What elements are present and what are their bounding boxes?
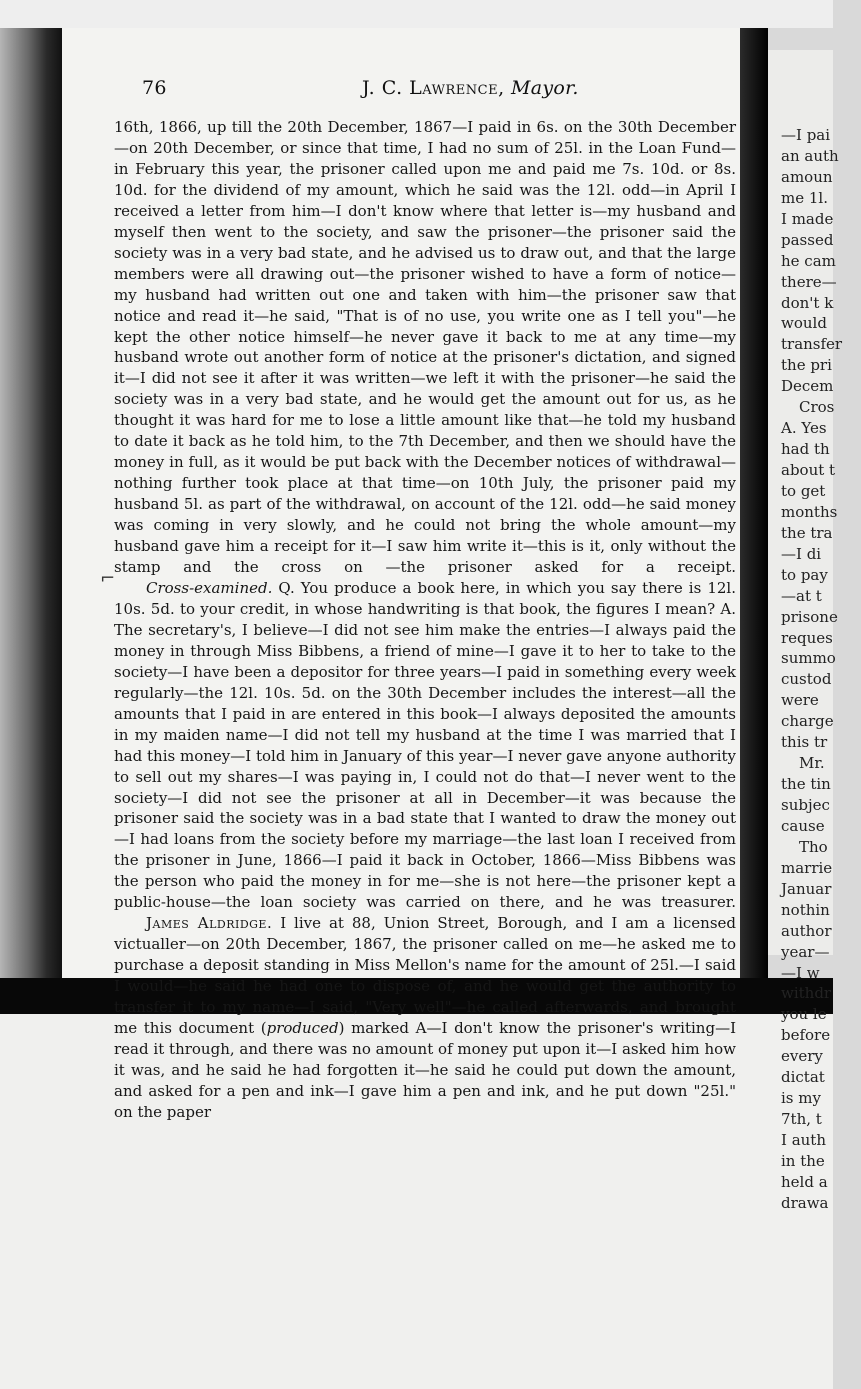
facing-page-line: Januar [781,879,832,898]
witness-name: James Aldridge. [146,914,273,933]
facing-page-line: don't k [781,293,834,312]
running-head [80,76,720,106]
facing-page-line: 7th, t [781,1110,822,1129]
witness-paragraph [114,913,736,1123]
facing-page-line: would [781,314,827,333]
facing-page-line: custod [781,670,832,689]
facing-page-line: I auth [781,1131,826,1149]
facing-page-line: you le [781,1005,827,1024]
facing-page-line: author [781,921,832,940]
facing-page-line: me 1l. [781,188,828,207]
facing-page-line: I made [781,209,834,228]
facing-page-line: transfer [781,335,843,354]
facing-page-line: cause [781,816,825,835]
page-gutter [740,28,768,978]
testimony-text [114,117,736,1123]
facing-page-line: —I di [781,544,822,563]
facing-page-line: year— [781,942,830,961]
facing-page-line: had th [781,440,830,459]
facing-page-line: passed [781,230,834,249]
facing-page-line: the tin [781,775,831,794]
facing-page-line: about t [781,461,836,479]
facing-page-line: marrie [781,858,833,877]
facing-page-line: reques [781,628,833,647]
facing-page-text [781,125,861,1214]
produced-word: produced [266,1018,339,1037]
testimony-paragraph-1: 16th, 1866, up till the 20th December, 1867—I paid in 6s. on the 30th December—on 20th December, or since that time, I had no sum of 25l. in the Loan Fund—in February this year, the prisoner called upon me and paid me 7s. 10d. or 8s. 10d. for the dividend of my amount, which he said was the 12l. odd—in April I received a letter from him—I don't know where that letter is—my husband and myself then went to the society, and saw the prisoner—the prisoner said the society was in a very bad state, and he advised us to draw out, and that the large members were all drawing out—the prisoner wished to have a form of notice—my husband had written out one and taken with him—the prisoner saw that notice and read it—he said, "That is of no use, you write one as I tell you"—he kept the other notice himself—he never gave it back to me at any time—my husband wrote out another form of notice at the prisoner's dictation, and signed it—I did not see it after it was written—we left it with the prisoner—he said the society was in a very bad state, and he would get the amount out for us, as he thought it was hard for me to lose a little amount like that—he told my husband to date it back as he told him, to the 7th December, and then we should have the money in full, as it would be put back with the December notices of withdrawal—nothing further took place at that time—on 10th July, the prisoner paid my husband 5l. as part of the withdrawal, on account of the 12l. odd—he said money was coming in very slowly, and he could not bring the whole amount—my husband gave him a receipt for it—I saw him write it—this is it, only without the stamp and the cross on —the prisoner asked for a receipt. [114,118,736,577]
facing-page-line: an auth [781,146,839,165]
facing-page-line: the tra [781,523,833,542]
facing-page-line: —I w [781,963,820,982]
top-margin [0,0,833,28]
book-spine-shadow [0,28,62,978]
facing-page-line: —I pai [781,126,831,144]
facing-page-line: dictat [781,1068,825,1087]
margin-mark: ⌐ [100,568,116,589]
facing-page-line: Decem [781,377,834,396]
facing-page-line: charge [781,712,834,731]
facing-page-line: —at t [781,586,822,605]
facing-page-line: held a [781,1172,828,1191]
facing-page-line: were [781,691,819,710]
facing-page-line: subjec [781,796,830,814]
facing-page-line: withdr [781,984,832,1003]
facing-page-line: every [781,1047,823,1066]
facing-page-line: amoun [781,167,833,186]
facing-page-line: in the [781,1151,825,1170]
facing-page-line: is my [781,1089,821,1108]
facing-page-line: prisone [781,607,838,626]
header-mayor: Mayor. [510,77,579,99]
facing-page-line: months [781,502,838,521]
facing-page-line: Mr. [799,754,825,773]
page-number: 76 [142,77,167,99]
header-title [362,76,579,100]
facing-page-line: there— [781,272,837,291]
witness-text: I live at 88, Union Street, Borough, and I am a licensed victualler—on 20th December, 1867, the prisoner called on me—he asked me to purchase a deposit standing in Miss Mellon's name for the amount of 25l.—I said I would—he said he had one to dispose of, and he would get the authority to transfer it to my name—I said, "Very well"—he called afterwards, and brought me this document ( [114,914,737,1037]
facing-page-line: this tr [781,733,828,752]
header-name: J. C. Lawrence, [362,77,505,99]
cross-examination-paragraph [114,578,736,913]
facing-page-line: the pri [781,356,832,375]
cross-examination-text: Q. You produce a book here, in which you say there is 12l. 10s. 5d. to your credit, in whose handwriting is that book, the figures I mean? A. The secretary's, I believe—I did not see him make the entries—I always paid the money in through Miss Bibbens, a friend of mine—I gave it to her to take to the society—I have been a depositor for three years—I paid in something every week regularly—the 12l. 10s. 5d. on the 30th December includes the interest—all the amounts that I paid in are entered in this book—I always deposited the amounts in my maiden name—I did not tell my husband at the time I was married that I had this money—I told him in January of this year—I never gave anyone authority to sell out my shares—I was paying in, I could not do that—I never went to the society—I did not see the prisoner at all in December—it was because the prisoner said the society was in a bad state that I wanted to draw the money out—I had loans from the society before my marriage—the last loan I received from the prisoner in June, 1866—I paid it back in October, 1866—Miss Bibbens was the person who paid the money in for me—she is not here—the prisoner kept a public-house—the loan society was carried on there, and he was treasurer. [114,578,736,912]
facing-page-line: Tho [799,837,828,856]
facing-page-line: drawa [781,1193,829,1212]
facing-page-line: to pay [781,565,828,584]
facing-page-line: A. Yes [781,419,827,438]
witness-text-end: ) marked A—I don't know the prisoner's writing—I read it through, and there was no amount of money put upon it—I asked him how it was, and he said he had forgotten it—he said he could put down the amount, and asked for a pen and ink—I gave him a pen and ink, and he put down "25l." on the paper [114,1018,736,1121]
facing-page-line: nothin [781,900,830,919]
facing-page-line: before [781,1026,831,1045]
facing-page-line: Cros [799,398,835,417]
cross-examined-label: Cross-examined. [146,578,273,597]
facing-page-line: he cam [781,251,836,270]
facing-page-line: to get [781,481,826,500]
facing-page-line: summo [781,649,836,668]
